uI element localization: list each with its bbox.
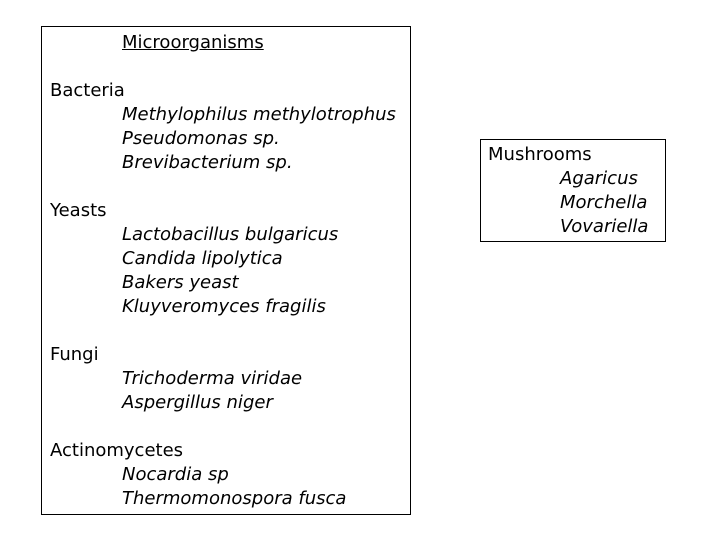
mushroom-item: Morchella (560, 192, 648, 213)
organism-item: Nocardia sp (122, 464, 229, 485)
group-heading-actinomycetes: Actinomycetes (50, 440, 184, 461)
organism-item: Methylophilus methylotrophus (122, 104, 396, 125)
organism-item: Bakers yeast (122, 272, 239, 293)
organism-item: Aspergillus niger (122, 392, 273, 413)
organism-item: Pseudomonas sp. (122, 128, 280, 149)
microorganisms-title: Microorganisms (122, 32, 264, 53)
organism-item: Brevibacterium sp. (122, 152, 293, 173)
mushroom-item: Agaricus (560, 168, 638, 189)
organism-item: Kluyveromyces fragilis (122, 296, 326, 317)
organism-item: Candida lipolytica (122, 248, 283, 269)
group-heading-yeasts: Yeasts (50, 200, 107, 221)
group-heading-bacteria: Bacteria (50, 80, 125, 101)
mushroom-item: Vovariella (560, 216, 649, 237)
organism-item: Thermomonospora fusca (122, 488, 347, 509)
mushrooms-heading: Mushrooms (488, 144, 592, 165)
group-heading-fungi: Fungi (50, 344, 99, 365)
organism-item: Trichoderma viridae (122, 368, 303, 389)
organism-item: Lactobacillus bulgaricus (122, 224, 339, 245)
